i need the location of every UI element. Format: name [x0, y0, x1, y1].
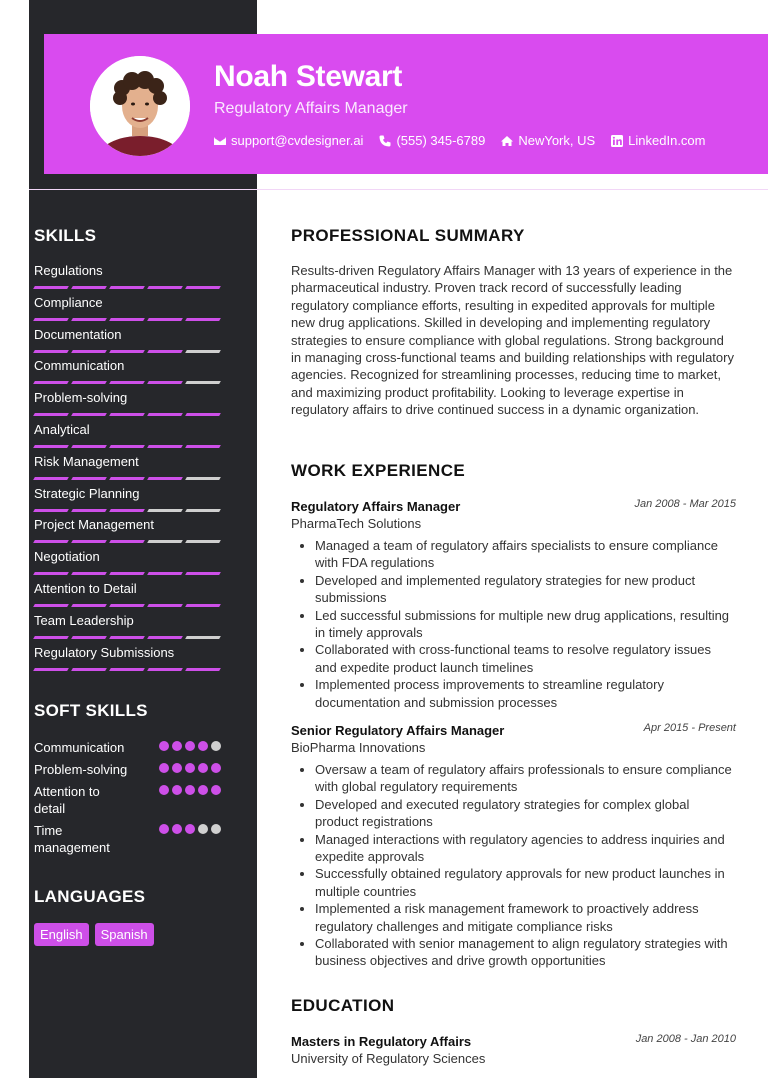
- candidate-name: Noah Stewart: [214, 60, 403, 93]
- soft-skill-name: Communication: [34, 740, 125, 755]
- soft-skill-rating: [159, 824, 221, 834]
- skill-level-segment: [147, 604, 183, 607]
- skill-level-segment: [185, 540, 221, 543]
- job-bullet: • Developed and executed regulatory strategies for complex global product registrations: [315, 796, 736, 831]
- rating-dot: [159, 824, 169, 834]
- experience-heading: WORK EXPERIENCE: [291, 461, 466, 480]
- skill-level-segment: [109, 286, 145, 289]
- skill-level-segment: [185, 668, 221, 671]
- rating-dot: [172, 741, 182, 751]
- skill-level-segment: [109, 477, 145, 480]
- skill-level-segment: [185, 318, 221, 321]
- location-text: NewYork, US: [518, 133, 596, 148]
- contact-row: [214, 133, 706, 148]
- skill-level-segment: [109, 445, 145, 448]
- skill-level-segment: [185, 572, 221, 575]
- skill-name: Negotiation: [34, 549, 100, 565]
- skill-level-bar: [34, 572, 224, 575]
- skill-level-segment: [109, 350, 145, 353]
- skill-item: [34, 390, 224, 422]
- rating-dot: [198, 763, 208, 773]
- rating-dot: [185, 824, 195, 834]
- skill-level-segment: [33, 636, 69, 639]
- skill-name: Regulatory Submissions: [34, 644, 175, 660]
- skill-name: Analytical: [34, 421, 90, 437]
- education-heading: EDUCATION: [291, 996, 395, 1015]
- skill-level-bar: [34, 445, 224, 448]
- skill-level-bar: [34, 350, 224, 353]
- skill-item: [34, 358, 224, 390]
- soft-skill-rating: [159, 763, 221, 773]
- job-bullet: • Oversaw a team of regulatory affairs professionals to ensure compliance with global regulatory requirements: [315, 761, 736, 796]
- skill-item: [34, 581, 224, 613]
- skill-level-segment: [109, 604, 145, 607]
- skill-level-segment: [147, 668, 183, 671]
- skill-level-segment: [71, 350, 107, 353]
- skill-level-segment: [71, 477, 107, 480]
- rating-dot: [211, 763, 221, 773]
- rating-dot: [172, 824, 182, 834]
- job-bullet: • Implemented process improvements to streamline regulatory documentation and submission processes: [315, 676, 736, 711]
- rating-dot: [185, 785, 195, 795]
- rating-dot: [159, 785, 169, 795]
- soft-skill-name: Time management: [34, 823, 110, 855]
- skill-level-segment: [185, 445, 221, 448]
- job-dates: Jan 2008 - Mar 2015: [634, 498, 736, 510]
- job-bullets: [291, 761, 736, 970]
- skill-level-bar: [34, 636, 224, 639]
- education-entry: [291, 1033, 736, 1067]
- skill-level-segment: [71, 668, 107, 671]
- skill-level-segment: [71, 413, 107, 416]
- skill-level-bar: [34, 509, 224, 512]
- skill-level-segment: [71, 604, 107, 607]
- skill-item: [34, 486, 224, 518]
- summary-text: Results-driven Regulatory Affairs Manager with 13 years of experience in the pharmaceutical industry. Proven track record of successfully leading regulatory compliance efforts, resulting in expedited approvals for multiple new drug applications. Skilled in developing and implementing regulatory strategies to ensure compliance with global regulations. Strong background in managing cross-functional teams and building relationships with regulatory agencies. Recognized for streamlining processes, reducing time to market, and maximizing product profitability. Looking to leverage expertise in regulatory affairs to drive continued success in a dynamic organization.: [291, 263, 734, 418]
- skill-level-segment: [33, 604, 69, 607]
- avatar-photo: [90, 56, 190, 156]
- skill-level-bar: [34, 477, 224, 480]
- skill-level-segment: [147, 350, 183, 353]
- rating-dot: [185, 763, 195, 773]
- education-dates: Jan 2008 - Jan 2010: [635, 1033, 736, 1045]
- soft-skill-item: [34, 822, 224, 856]
- skill-item: [34, 645, 224, 677]
- job-title: Senior Regulatory Affairs Manager: [291, 723, 505, 738]
- skill-level-segment: [33, 572, 69, 575]
- skill-name: Documentation: [34, 326, 122, 342]
- rating-dot: [198, 741, 208, 751]
- skill-level-segment: [185, 413, 221, 416]
- language-badge: English: [34, 923, 89, 946]
- soft-skill-rating: [159, 741, 221, 751]
- education-degree: Masters in Regulatory Affairs: [291, 1034, 472, 1049]
- languages-heading: LANGUAGES: [34, 887, 146, 906]
- skill-level-bar: [34, 604, 224, 607]
- skill-level-segment: [185, 477, 221, 480]
- skill-level-segment: [147, 509, 183, 512]
- languages-list: [34, 923, 154, 946]
- rating-dot: [172, 785, 182, 795]
- skill-level-segment: [71, 286, 107, 289]
- rating-dot: [211, 824, 221, 834]
- soft-skill-item: [34, 783, 224, 817]
- skill-name: Regulations: [34, 263, 103, 278]
- skill-level-bar: [34, 413, 224, 416]
- job-company: PharmaTech Solutions: [291, 516, 422, 531]
- summary-heading: PROFESSIONAL SUMMARY: [291, 226, 525, 245]
- rating-dot: [211, 785, 221, 795]
- linkedin-icon: [611, 135, 623, 147]
- skill-level-segment: [33, 318, 69, 321]
- job-bullet: • Led successful submissions for multiple new drug applications, resulting in timely approvals: [315, 607, 736, 642]
- job-entry: [291, 722, 736, 970]
- skill-item: [34, 263, 224, 295]
- skill-level-segment: [33, 477, 69, 480]
- skill-level-segment: [33, 350, 69, 353]
- skill-level-segment: [71, 318, 107, 321]
- skill-level-segment: [147, 445, 183, 448]
- header-divider: [29, 189, 768, 190]
- skill-name: Compliance: [34, 294, 103, 310]
- skill-level-segment: [33, 668, 69, 671]
- skill-level-segment: [71, 509, 107, 512]
- education-school: University of Regulatory Sciences: [291, 1051, 486, 1066]
- skill-level-segment: [147, 477, 183, 480]
- skill-item: [34, 422, 224, 454]
- skill-level-segment: [33, 381, 69, 384]
- home-icon: [501, 135, 513, 147]
- skill-level-segment: [147, 636, 183, 639]
- skill-level-bar: [34, 286, 224, 289]
- skill-name: Strategic Planning: [34, 485, 140, 501]
- phone-text: (555) 345-6789: [396, 133, 486, 148]
- soft-skill-item: [34, 761, 224, 778]
- job-bullet: • Collaborated with cross-functional teams to resolve regulatory issues and expedite product launch timelines: [315, 641, 736, 676]
- skill-level-segment: [109, 509, 145, 512]
- skill-name: Problem-solving: [34, 390, 128, 406]
- skills-heading: SKILLS: [34, 226, 97, 245]
- skill-level-segment: [185, 381, 221, 384]
- skill-level-segment: [33, 286, 69, 289]
- skill-level-segment: [147, 540, 183, 543]
- skill-level-segment: [185, 636, 221, 639]
- soft-skills-heading: SOFT SKILLS: [34, 701, 148, 720]
- skill-level-segment: [147, 413, 183, 416]
- language-badge: Spanish: [95, 923, 154, 946]
- candidate-role: Regulatory Affairs Manager: [214, 100, 408, 117]
- soft-skill-name: Attention to detail: [34, 784, 100, 816]
- skill-item: [34, 295, 224, 327]
- job-title: Regulatory Affairs Manager: [291, 499, 461, 514]
- contact-email[interactable]: [214, 133, 363, 148]
- envelope-icon: [214, 135, 226, 147]
- skill-name: Project Management: [34, 517, 154, 533]
- job-entry: [291, 498, 736, 711]
- job-bullet: • Developed and implemented regulatory strategies for new product submissions: [315, 572, 736, 607]
- skill-level-bar: [34, 381, 224, 384]
- skill-name: Team Leadership: [34, 612, 134, 628]
- soft-skill-item: [34, 739, 224, 756]
- skill-item: [34, 517, 224, 549]
- skill-level-segment: [147, 318, 183, 321]
- contact-location: [501, 133, 595, 148]
- contact-phone[interactable]: [379, 133, 485, 148]
- job-bullets: [291, 537, 736, 711]
- phone-icon: [379, 135, 391, 147]
- skill-level-segment: [185, 509, 221, 512]
- skills-list: [34, 263, 224, 676]
- skill-level-segment: [33, 445, 69, 448]
- skill-item: [34, 549, 224, 581]
- email-text: support@cvdesigner.ai: [231, 133, 364, 148]
- rating-dot: [172, 763, 182, 773]
- skill-level-bar: [34, 318, 224, 321]
- skill-level-segment: [33, 413, 69, 416]
- skill-name: Attention to Detail: [34, 580, 137, 596]
- skill-level-segment: [71, 445, 107, 448]
- skill-item: [34, 454, 224, 486]
- rating-dot: [185, 741, 195, 751]
- skill-level-segment: [109, 668, 145, 671]
- skill-level-segment: [109, 540, 145, 543]
- job-bullet: • Collaborated with senior management to align regulatory strategies with business objectives and drive growth opportunities: [315, 935, 736, 970]
- skill-level-segment: [109, 636, 145, 639]
- linkedin-text: LinkedIn.com: [628, 133, 706, 148]
- job-company: BioPharma Innovations: [291, 740, 426, 755]
- job-dates: Apr 2015 - Present: [643, 722, 736, 734]
- skill-level-segment: [109, 572, 145, 575]
- skill-item: [34, 327, 224, 359]
- skill-level-segment: [71, 636, 107, 639]
- skill-level-segment: [71, 572, 107, 575]
- soft-skill-rating: [159, 785, 221, 795]
- skill-name: Communication: [34, 358, 125, 374]
- soft-skill-name: Problem-solving: [34, 762, 128, 777]
- job-bullet: • Implemented a risk management framework to proactively address regulatory challenges and mitigate compliance risks: [315, 900, 736, 935]
- skill-level-segment: [33, 540, 69, 543]
- rating-dot: [159, 763, 169, 773]
- job-bullet: • Successfully obtained regulatory approvals for new product launches in multiple countries: [315, 865, 736, 900]
- skill-name: Risk Management: [34, 453, 139, 469]
- rating-dot: [211, 741, 221, 751]
- skill-level-segment: [109, 413, 145, 416]
- avatar: [90, 56, 190, 156]
- skill-level-segment: [109, 318, 145, 321]
- rating-dot: [159, 741, 169, 751]
- skill-level-segment: [33, 509, 69, 512]
- skill-level-segment: [147, 286, 183, 289]
- skill-item: [34, 613, 224, 645]
- rating-dot: [198, 785, 208, 795]
- job-bullet: • Managed interactions with regulatory agencies to address inquiries and expedite approvals: [315, 831, 736, 866]
- rating-dot: [198, 824, 208, 834]
- skill-level-bar: [34, 540, 224, 543]
- skill-level-segment: [147, 381, 183, 384]
- contact-linkedin[interactable]: [611, 133, 705, 148]
- skill-level-segment: [71, 381, 107, 384]
- job-bullet: • Managed a team of regulatory affairs specialists to ensure compliance with FDA regulations: [315, 537, 736, 572]
- skill-level-segment: [185, 350, 221, 353]
- skill-level-segment: [185, 604, 221, 607]
- skill-level-segment: [109, 381, 145, 384]
- skill-level-segment: [71, 540, 107, 543]
- skill-level-bar: [34, 668, 224, 671]
- skill-level-segment: [147, 572, 183, 575]
- skill-level-segment: [185, 286, 221, 289]
